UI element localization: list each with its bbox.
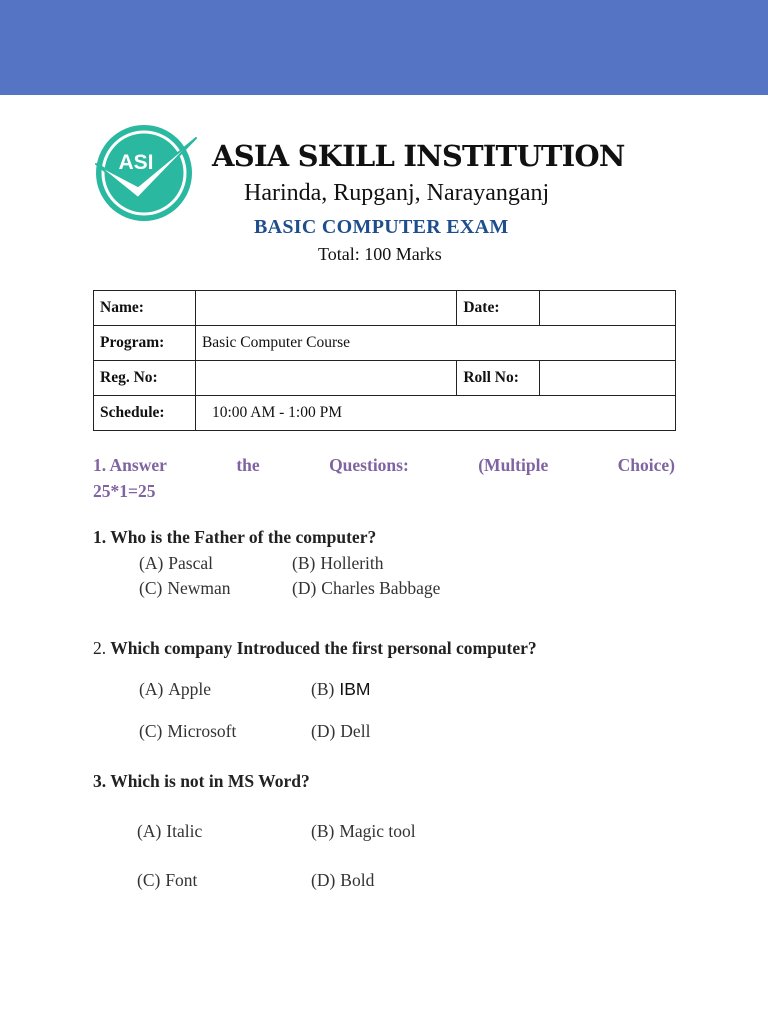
- option-text: Newman: [167, 578, 231, 598]
- reg-no-label: Reg. No:: [94, 361, 196, 396]
- section-word: the: [236, 455, 260, 475]
- option-text: Font: [165, 870, 198, 890]
- question-number: 1.: [93, 527, 107, 547]
- option-c[interactable]: [137, 869, 197, 891]
- option-c[interactable]: [139, 720, 236, 742]
- option-text: Apple: [168, 679, 212, 699]
- reg-no-field[interactable]: [195, 361, 456, 396]
- option-text: Pascal: [168, 553, 214, 573]
- option-label: (D): [311, 721, 336, 741]
- section-word: (Multiple: [478, 455, 549, 475]
- schedule-label: Schedule:: [94, 396, 196, 431]
- header-bar: [0, 0, 768, 95]
- roll-no-label: Roll No:: [457, 361, 540, 396]
- section-word: 1. Answer: [93, 455, 167, 475]
- logo-text: ASI: [118, 151, 154, 174]
- option-label: (A): [139, 553, 164, 573]
- option-label: (C): [139, 578, 163, 598]
- option-label: (B): [311, 821, 335, 841]
- schedule-value: 10:00 AM - 1:00 PM: [195, 396, 675, 431]
- question-1: [93, 526, 376, 548]
- option-text: Magic tool: [339, 821, 416, 841]
- option-label: (C): [139, 721, 163, 741]
- option-a[interactable]: [139, 552, 213, 574]
- name-field[interactable]: [195, 291, 456, 326]
- question-3: [93, 770, 310, 792]
- option-label: (D): [292, 578, 317, 598]
- option-text: Bold: [340, 870, 375, 890]
- table-row: [94, 291, 676, 326]
- institution-address: Harinda, Rupganj, Narayanganj: [244, 180, 550, 206]
- table-row: [94, 361, 676, 396]
- student-info-table: [93, 290, 676, 431]
- option-b[interactable]: [311, 820, 416, 842]
- option-a[interactable]: [139, 678, 211, 700]
- section-heading: [93, 452, 675, 504]
- question-text: Which is not in MS Word?: [110, 771, 310, 791]
- option-label: (C): [137, 870, 161, 890]
- option-label: (B): [292, 553, 316, 573]
- option-d[interactable]: [311, 720, 370, 742]
- roll-no-field[interactable]: [540, 361, 676, 396]
- option-b[interactable]: [311, 678, 370, 700]
- option-text: Dell: [340, 721, 371, 741]
- option-d[interactable]: [292, 577, 440, 599]
- option-a[interactable]: [137, 820, 202, 842]
- section-word: Questions:: [329, 455, 409, 475]
- option-b[interactable]: [292, 552, 384, 574]
- question-2: [93, 637, 537, 659]
- program-label: Program:: [94, 326, 196, 361]
- total-marks: Total: 100 Marks: [318, 244, 442, 264]
- question-text: Which company Introduced the first personal computer?: [110, 638, 537, 658]
- date-field[interactable]: [540, 291, 676, 326]
- option-c[interactable]: [139, 577, 231, 599]
- option-text: Hollerith: [320, 553, 384, 573]
- option-text: Italic: [166, 821, 203, 841]
- question-number: 3.: [93, 771, 107, 791]
- table-row: [94, 396, 676, 431]
- institution-name: ASIA SKILL INSTITUTION: [212, 139, 625, 173]
- option-label: (B): [311, 679, 335, 699]
- exam-title: BASIC COMPUTER EXAM: [254, 216, 509, 238]
- name-label: Name:: [94, 291, 196, 326]
- date-label: Date:: [457, 291, 540, 326]
- asi-logo: [92, 122, 200, 224]
- table-row: [94, 326, 676, 361]
- option-label: (D): [311, 870, 336, 890]
- option-label: (A): [139, 679, 164, 699]
- question-text: Who is the Father of the computer?: [110, 527, 377, 547]
- option-text: IBM: [339, 679, 371, 699]
- section-marks: 25*1=25: [93, 481, 156, 501]
- option-text: Microsoft: [167, 721, 237, 741]
- program-value: Basic Computer Course: [195, 326, 675, 361]
- option-d[interactable]: [311, 869, 374, 891]
- option-label: (A): [137, 821, 162, 841]
- section-word: Choice): [617, 455, 675, 475]
- question-number: 2.: [93, 638, 107, 658]
- option-text: Charles Babbage: [321, 578, 441, 598]
